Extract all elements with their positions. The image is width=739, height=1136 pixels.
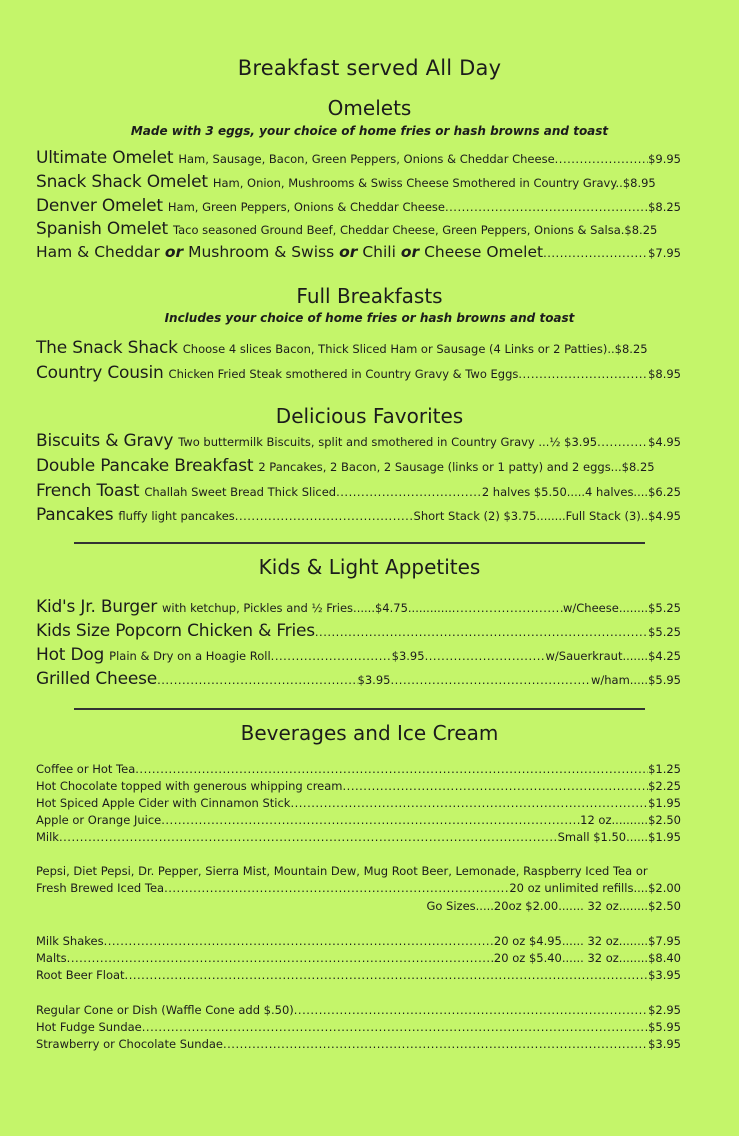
menu-item [36, 779, 681, 793]
item-name: Hot Dog [36, 645, 105, 665]
item-options: w/Sauerkraut....... [545, 649, 649, 663]
menu-item [36, 196, 681, 216]
item-name: Root Beer Float [36, 968, 125, 982]
item-options: Short Stack (2) $3.75........Full Stack (3).. [413, 509, 649, 523]
item-name: Fresh Brewed Iced Tea [36, 881, 165, 895]
menu-item [36, 505, 681, 525]
item-name: Biscuits & Gravy [36, 431, 174, 451]
dot-leader [543, 246, 648, 260]
item-price: $7.95 [648, 934, 681, 948]
item-desc: with ketchup, Pickles and ½ Fries......$4.75............ [162, 601, 452, 615]
item-price: $2.25 [648, 779, 681, 793]
dot-leader [452, 601, 563, 615]
item-name: Denver Omelet [36, 196, 163, 216]
item-price: $8.25 [624, 223, 658, 237]
dot-leader [336, 485, 482, 499]
omelets-subtitle: Made with 3 eggs, your choice of home fries or hash browns and toast [130, 124, 609, 138]
item-price: $7.95 [648, 246, 681, 260]
item-name: Snack Shack Omelet [36, 172, 208, 192]
item-desc: Two buttermilk Biscuits, split and smothered in Country Gravy ...½ $3.95 [178, 435, 598, 449]
dot-leader [235, 509, 414, 523]
item-price: $1.25 [648, 762, 681, 776]
menu-item [36, 813, 681, 827]
dot-leader [59, 830, 558, 844]
item-price: $3.95 [648, 968, 681, 982]
item-options: Small $1.50...... [557, 830, 649, 844]
item-name: Malts [36, 951, 67, 965]
item-desc: Chicken Fried Steak smothered in Country Gravy & Two Eggs [168, 367, 519, 381]
menu-item [36, 968, 681, 982]
dot-leader [315, 625, 648, 639]
item-name: Kids Size Popcorn Chicken & Fries [36, 621, 315, 641]
menu-item [36, 481, 681, 501]
menu-item [36, 1037, 681, 1051]
dot-leader [290, 796, 648, 810]
menu-item [36, 431, 681, 451]
menu-item [36, 762, 681, 776]
menu-item-combo [36, 243, 681, 261]
dot-leader [164, 881, 509, 895]
menu-item [36, 621, 681, 641]
item-price: $2.50 [648, 813, 681, 827]
dot-leader [425, 649, 546, 663]
menu-header-title: Breakfast served All Day [237, 56, 502, 80]
menu-item [36, 597, 681, 617]
menu-item [36, 338, 681, 358]
item-options: 20 oz $4.95...... 32 oz........ [493, 934, 649, 948]
item-name: Ultimate Omelet [36, 148, 174, 168]
full-breakfasts-title: Full Breakfasts [296, 284, 443, 308]
item-name: Regular Cone or Dish (Waffle Cone add $.50) [36, 1003, 294, 1017]
dot-leader [390, 673, 590, 687]
combo-part: Ham & Cheddar or Mushroom & Swiss or Chili or Cheese Omelet [36, 243, 544, 261]
item-name: Pancakes [36, 505, 114, 525]
item-desc: Taco seasoned Ground Beef, Cheddar Cheese, Green Peppers, Onions & Salsa. [172, 223, 625, 237]
item-name: Grilled Cheese [36, 669, 158, 689]
item-desc: Ham, Onion, Mushrooms & Swiss Cheese Smothered in Country Gravy.. [212, 176, 623, 190]
item-price: $4.95 [648, 435, 681, 449]
menu-item [36, 456, 681, 476]
dot-leader [445, 200, 648, 214]
dot-leader [157, 673, 357, 687]
item-price: $8.25 [614, 342, 648, 356]
item-name: Country Cousin [36, 363, 164, 383]
item-desc: Ham, Green Peppers, Onions & Cheddar Cheese [167, 200, 445, 214]
menu-item [36, 219, 681, 239]
item-desc: Plain & Dry on a Hoagie Roll [109, 649, 271, 663]
item-price: $5.25 [648, 601, 681, 615]
item-options: w/ham..... [590, 673, 649, 687]
dot-leader [597, 435, 648, 449]
item-name: Milk [36, 830, 59, 844]
item-name: Hot Fudge Sundae [36, 1020, 142, 1034]
item-price: $4.95 [648, 509, 681, 523]
menu-item [36, 951, 681, 965]
dot-leader [518, 367, 648, 381]
kids-title: Kids & Light Appetites [258, 555, 481, 579]
item-name: Apple or Orange Juice [36, 813, 162, 827]
menu-item [36, 796, 681, 810]
item-price: $1.95 [648, 796, 681, 810]
item-price: $5.25 [648, 625, 681, 639]
section-divider [74, 542, 645, 544]
dot-leader [104, 934, 494, 948]
full-breakfasts-subtitle: Includes your choice of home fries or hash browns and toast [164, 311, 575, 325]
menu-item [36, 830, 681, 844]
soda-list: Pepsi, Diet Pepsi, Dr. Pepper, Sierra Mist, Mountain Dew, Mug Root Beer, Lemonade, Raspberry Iced Tea or [36, 864, 648, 878]
menu-item [36, 1020, 681, 1034]
dot-leader [67, 951, 494, 965]
menu-item [36, 172, 681, 192]
item-options: 20 oz unlimited refills.... [509, 881, 649, 895]
omelets-title: Omelets [327, 96, 412, 120]
item-name: Strawberry or Chocolate Sundae [36, 1037, 223, 1051]
dot-leader [555, 152, 648, 166]
favorites-title: Delicious Favorites [275, 404, 464, 428]
item-name: French Toast [36, 481, 140, 501]
menu-item [36, 363, 681, 383]
item-price: $9.95 [648, 152, 681, 166]
dot-leader [223, 1037, 648, 1051]
section-divider [74, 708, 645, 710]
beverages-title: Beverages and Ice Cream [240, 721, 499, 745]
menu-item [36, 881, 681, 895]
item-price: $6.25 [648, 485, 681, 499]
menu-item [36, 148, 681, 168]
menu-item [36, 669, 681, 689]
item-desc: Choose 4 slices Bacon, Thick Sliced Ham or Sausage (4 Links or 2 Patties).. [182, 342, 615, 356]
item-price: $8.95 [648, 367, 681, 381]
item-price: $2.95 [648, 1003, 681, 1017]
item-price: $5.95 [648, 673, 681, 687]
dot-leader [161, 813, 580, 827]
item-name: Kid's Jr. Burger [36, 597, 158, 617]
menu-item [36, 934, 681, 948]
item-desc: 2 Pancakes, 2 Bacon, 2 Sausage (links or 1 patty) and 2 eggs... [258, 460, 622, 474]
item-price: $8.40 [648, 951, 681, 965]
item-price: $8.25 [648, 200, 681, 214]
dot-leader [135, 762, 648, 776]
item-desc: Ham, Sausage, Bacon, Green Peppers, Onions & Cheddar Cheese [178, 152, 555, 166]
menu-item [36, 1003, 681, 1017]
item-options: w/Cheese........ [563, 601, 649, 615]
item-desc: fluffy light pancakes [118, 509, 235, 523]
item-options: 2 halves $5.50.....4 halves.... [481, 485, 649, 499]
item-price: $2.00 [648, 881, 681, 895]
item-options: 20 oz $5.40...... 32 oz........ [493, 951, 649, 965]
item-price-plain: $3.95 [391, 649, 425, 663]
item-price: $8.25 [621, 460, 655, 474]
item-name: Hot Chocolate topped with generous whipping cream [36, 779, 343, 793]
item-price: $3.95 [648, 1037, 681, 1051]
item-name: Double Pancake Breakfast [36, 456, 254, 476]
item-options: 12 oz.......... [580, 813, 649, 827]
item-price: $1.95 [648, 830, 681, 844]
item-price: $4.25 [648, 649, 681, 663]
dot-leader [125, 968, 649, 982]
item-name: The Snack Shack [36, 338, 178, 358]
item-price: $8.95 [622, 176, 656, 190]
item-name: Coffee or Hot Tea [36, 762, 136, 776]
item-desc: Challah Sweet Bread Thick Sliced [144, 485, 337, 499]
item-name: Hot Spiced Apple Cider with Cinnamon Stick [36, 796, 291, 810]
item-name: Milk Shakes [36, 934, 104, 948]
go-sizes: Go Sizes.....20oz $2.00....... 32 oz........$2.50 [426, 899, 681, 913]
menu-item [36, 645, 681, 665]
dot-leader [142, 1020, 648, 1034]
item-price-plain: $3.95 [357, 673, 391, 687]
dot-leader [343, 779, 649, 793]
item-name: Spanish Omelet [36, 219, 168, 239]
dot-leader [271, 649, 392, 663]
item-price: $5.95 [648, 1020, 681, 1034]
dot-leader [294, 1003, 648, 1017]
